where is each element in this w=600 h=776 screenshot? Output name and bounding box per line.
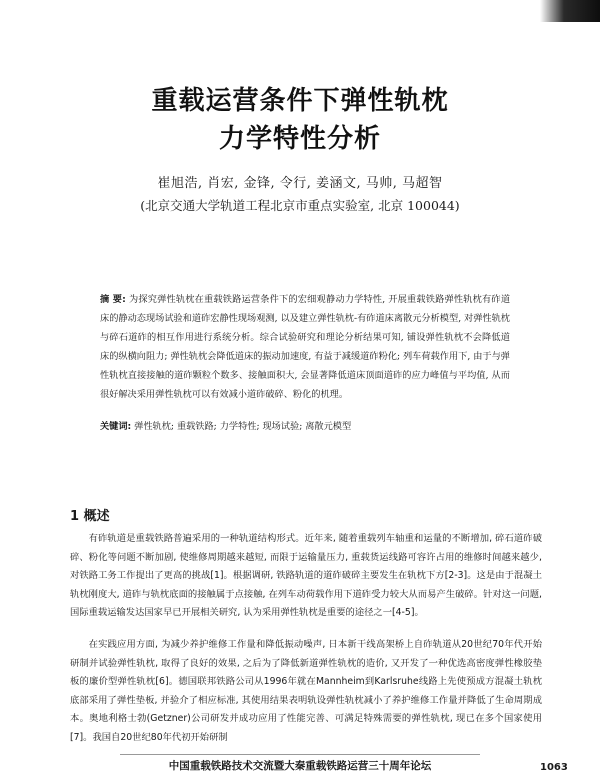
abstract <box>100 290 510 404</box>
affiliation: (北京交通大学轨道工程北京市重点实验室, 北京 100044) <box>140 198 460 213</box>
conference-footer: 中国重载铁路技术交流暨大秦重载铁路运营三十周年论坛 <box>168 760 432 772</box>
footer-divider <box>120 754 480 755</box>
abstract-label: 摘 要: <box>100 294 126 305</box>
keywords-text: 弹性轨枕; 重载铁路; 力学特性; 现场试验; 离散元模型 <box>134 421 352 432</box>
scan-shadow-corner <box>540 0 600 22</box>
author-list: 崔旭浩, 肖宏, 金锋, 令行, 姜涵文, 马帅, 马超智 <box>157 176 443 191</box>
section-heading: 1 概述 <box>70 509 110 524</box>
paper-title-line2: 力学特性分析 <box>218 124 381 154</box>
abstract-text: 为探究弹性轨枕在重载铁路运营条件下的宏细观静动力学特性, 开展重载铁路弹性轨枕有砟道床的静动态现场试验和道砟宏静性现场观测, 以及建立弹性轨枕-有砟道床离散元分析模型, 对弹性轨枕与碎石道砟的相互作用进行系统分析。综合试验研究和理论分析结果可知, 铺设弹性轨枕不会降低道床的纵横向阻力; 弹性轨枕会降低道床的振动加速度, 有益于减缓道砟粉化; 列车荷载作用下, 由于与弹性轨枕直接接触的道砟颗粒个数多、接触面积大, 会显著降低道床顶面道砟的应力峰值与平均值, 从而很好解决采用弹性轨枕可以有效减小道砟破碎、粉化的机理。 <box>100 294 511 400</box>
body-paragraph-2: 在实践应用方面, 为减少养护维修工作量和降低振动噪声, 日本新干线高架桥上自砟轨道从20世纪70年代开始研制并试验弹性轨枕, 取得了良好的效果, 之后为了降低新道弹性轨枕的造价, 又开发了一种优选高密度弹性橡胶垫板的廉价型弹性轨枕[6]。德国联邦铁路公司从1996年就在Mannheim到Karlsruhe线路上先使预成方混凝土轨枕底部采用了弹性垫板, 并验介了相应标准, 其使用结果表明轨设弹性轨枕减小了养护维修工作量并降低了生命周期成本。奥地利格士勃(Getzner)公司研发并成功应用了性能完善、可满足特殊需要的弹性轨枕, 现已在多个国家使用[7]。我国自20世纪80年代初开始研制 <box>70 639 542 743</box>
keywords <box>100 418 520 432</box>
body-paragraph-1: 有砟轨道是重载铁路普遍采用的一种轨道结构形式。近年来, 随着重载列车轴重和运量的不断增加, 碎石道砟破碎、粉化等问题不断加剧, 使维修周期越来越短, 而限于运输量压力, 重载货运线路可容许占用的维修时间越来越少, 对铁路工务工作提出了更高的挑战[1]。根据调研, 铁路轨道的道砟破碎主要发生在轨枕下方[2-3]。这是由于混凝土轨枕刚度大, 道砟与轨枕底面的接触属于点接触, 在列车动荷载作用下道砟受力较大从而易产生破碎。针对这一问题, 国际重载运输发达国家早已开展相关研究, 认为采用弹性轨枕是重要的途径之一[4-5]。 <box>70 533 542 618</box>
page-number: 1063 <box>540 762 568 773</box>
paper-title-line1: 重载运营条件下弹性轨枕 <box>151 86 449 116</box>
keywords-label: 关键词: <box>100 421 132 432</box>
